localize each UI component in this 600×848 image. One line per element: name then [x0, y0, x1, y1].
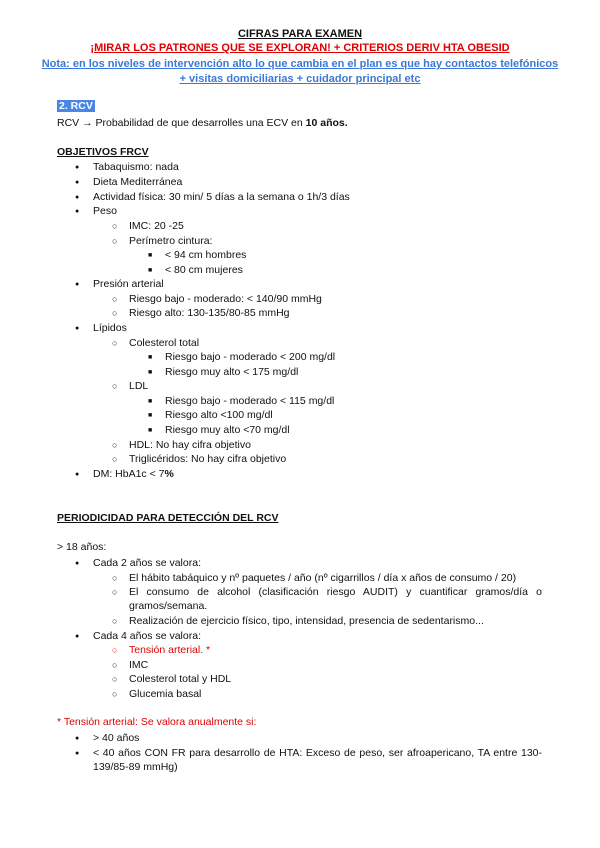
list-item: ■ Riesgo alto <100 mg/dl: [165, 408, 273, 422]
list-item: ○ Glucemia basal: [129, 687, 201, 701]
list-item: ○ LDL: [129, 379, 148, 393]
list-item: ○ IMC: [129, 658, 148, 672]
list-item: ○ Realización de ejercicio físico, tipo, intensidad, presencia de sedentarismo...: [129, 614, 484, 628]
list-item: ■ < 80 cm mujeres: [165, 263, 243, 277]
edad-label: > 18 años:: [57, 541, 107, 553]
list-item: ● Tabaquismo: nada: [93, 160, 179, 174]
objetivos-heading: OBJETIVOS FRCV: [57, 146, 149, 158]
list-item: ○ Triglicéridos: No hay cifra objetivo: [129, 452, 286, 466]
list-item: ● Lípidos: [93, 321, 127, 335]
list-item: ■ Riesgo bajo - moderado < 115 mg/dl: [165, 394, 334, 408]
list-item: [93, 467, 174, 481]
list-item: ○ El hábito tabáquico y nº paquetes / año (nº cigarrillos / día x años de consumo / 20): [129, 571, 516, 585]
list-item: ○ Colesterol total: [129, 336, 199, 350]
warning-line: ¡MIRAR LOS PATRONES QUE SE EXPLORAN! + CRITERIOS DERIV HTA OBESID: [90, 42, 510, 54]
tension-anual-heading: * Tensión arterial: Se valora anualmente si:: [57, 716, 257, 728]
list-item: ○ El consumo de alcohol (clasificación riesgo AUDIT) y cuantificar gramos/día o gramos/semana.: [129, 585, 542, 613]
list-item: ○ Colesterol total y HDL: [129, 672, 231, 686]
rcv-intro-bold: 10 años.: [305, 117, 348, 129]
rcv-intro: [57, 117, 348, 129]
list-item: ○ Riesgo bajo - moderado: < 140/90 mmHg: [129, 292, 322, 306]
list-item: ■ < 94 cm hombres: [165, 248, 246, 262]
list-item: ■ Riesgo bajo - moderado < 200 mg/dl: [165, 350, 335, 364]
list-item: ● Presión arterial: [93, 277, 164, 291]
list-item: ○ Tensión arterial. *: [129, 643, 210, 657]
list-item: ■ Riesgo muy alto <70 mg/dl: [165, 423, 290, 437]
list-item: ■ Riesgo muy alto < 175 mg/dl: [165, 365, 298, 379]
list-item: ● Actividad física: 30 min/ 5 días a la semana o 1h/3 días: [93, 190, 350, 204]
list-item: ● < 40 años CON FR para desarrollo de HTA: Exceso de peso, ser afroapericano, TA entre 130-139/85-89 mmHg): [93, 746, 542, 774]
dm-percent: %: [164, 468, 174, 480]
rcv-intro-text: RCV → Probabilidad de que desarrolles una ECV en: [57, 117, 306, 129]
dm-text: DM: HbA1c < 7: [93, 468, 165, 480]
list-item: ● Dieta Mediterránea: [93, 175, 182, 189]
periodicidad-heading: PERIODICIDAD PARA DETECCIÓN DEL RCV: [57, 512, 279, 524]
list-item: ● Cada 2 años se valora:: [93, 556, 201, 570]
list-item: ● > 40 años: [93, 731, 139, 745]
list-item: ● Cada 4 años se valora:: [93, 629, 201, 643]
document-title: CIFRAS PARA EXAMEN: [237, 28, 363, 40]
section-heading: [57, 100, 95, 112]
list-item: ○ Riesgo alto: 130-135/80-85 mmHg: [129, 306, 290, 320]
list-item: ○ Perímetro cintura:: [129, 234, 212, 248]
list-item: ○ HDL: No hay cifra objetivo: [129, 438, 251, 452]
list-item: ○ IMC: 20 -25: [129, 219, 184, 233]
section-heading-text: 2. RCV: [59, 100, 93, 112]
list-item: ● Peso: [93, 204, 117, 218]
note-line: Nota: en los niveles de intervención alto lo que cambia en el plan es que hay contactos telefónicos + visitas domiciliarias + cuidador principal etc: [41, 58, 559, 85]
